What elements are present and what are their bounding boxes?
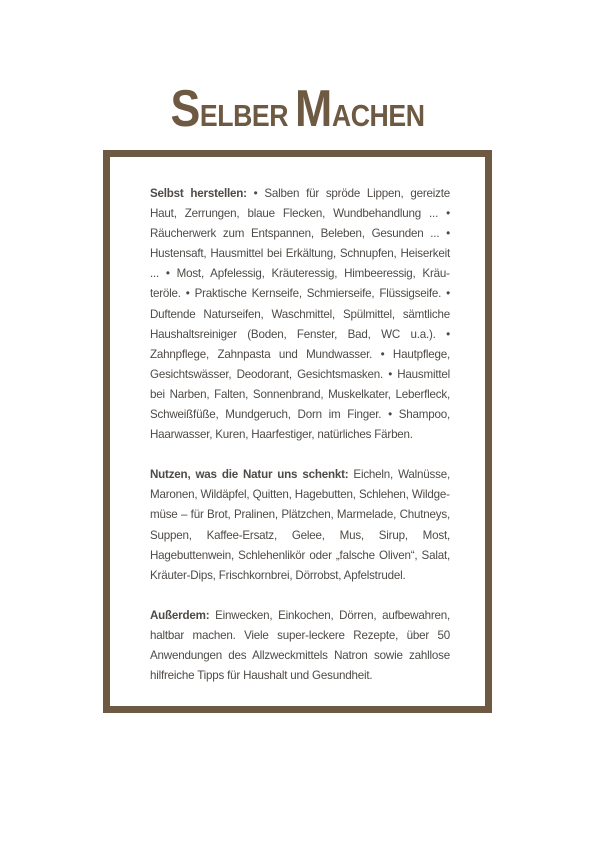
section-heading: Selbst herstellen: bbox=[150, 187, 247, 200]
frame-content bbox=[150, 184, 450, 706]
section-nutzen-natur bbox=[150, 465, 450, 586]
section-heading: Außerdem: bbox=[150, 608, 210, 622]
section-heading: Nutzen, was die Natur uns schenkt: bbox=[150, 468, 349, 482]
section-selbst-herstellen bbox=[150, 184, 450, 445]
title-initial-s: S bbox=[170, 79, 200, 138]
title-initial-m: M bbox=[295, 79, 332, 138]
section-body: • Salben für spröde Lippen, gereizte Haut, Zerrungen, blaue Flecken, Wundbehandlung ... • Räucherwerk zum Entspannen, Beleben, Gesunden ... • Hustensaft, Hausmittel bei Erkältung, Schnupfen, Heiserkeit ... • Most, Apfelessig, Kräuteressig, Himbeeressig, Kräuteröle. • Praktische Kernseife, Schmierseife, Flüssigseife. • Duftende Naturseifen, Waschmittel, Spülmittel, sämtliche Haushaltsreiniger (Boden, Fenster, Bad, WC u.a.). • Zahnpflege, Zahnpasta und Mundwasser. • Hautpflege, Gesichtswässer, Deodorant, Gesichtsmasken. • Hausmittel bei Narben, Falten, Sonnenbrand, Muskelkater, Leberfleck, Schweißfüße, Mundgeruch, Dorn im Finger. • Shampoo, Haarwasser, Kuren, Haarfestiger, natürliches Färben. bbox=[150, 187, 451, 442]
title-word2-rest: ACHEN bbox=[331, 97, 425, 133]
section-ausserdem bbox=[150, 606, 450, 686]
section-body: Einwecken, Einkochen, Dörren, aufbewahren, haltbar machen. Viele super-leckere Rezepte, über 50 Anwendungen des Allzweckmittels Natron sowie zahllose hilfreiche Tipps für Haushalt und Gesundheit. bbox=[150, 608, 450, 683]
section-body: Eicheln, Walnüsse, Maronen, Wildäpfel, Quitten, Hagebutten, Schlehen, Wildgemüse – für Brot, Pralinen, Plätzchen, Marmelade, Chutneys, Suppen, Kaffee-Ersatz, Gelee, Mus, Sirup, Most, Hagebuttenwein, Schlehenlikör oder „falsche Oliven“, Salat, Kräuter-Dips, Frischkornbrei, Dörrobst, Apfelstrudel. bbox=[150, 468, 450, 582]
content-frame bbox=[103, 150, 492, 713]
title-word1-rest: ELBER bbox=[199, 97, 296, 133]
page-title bbox=[42, 79, 554, 142]
